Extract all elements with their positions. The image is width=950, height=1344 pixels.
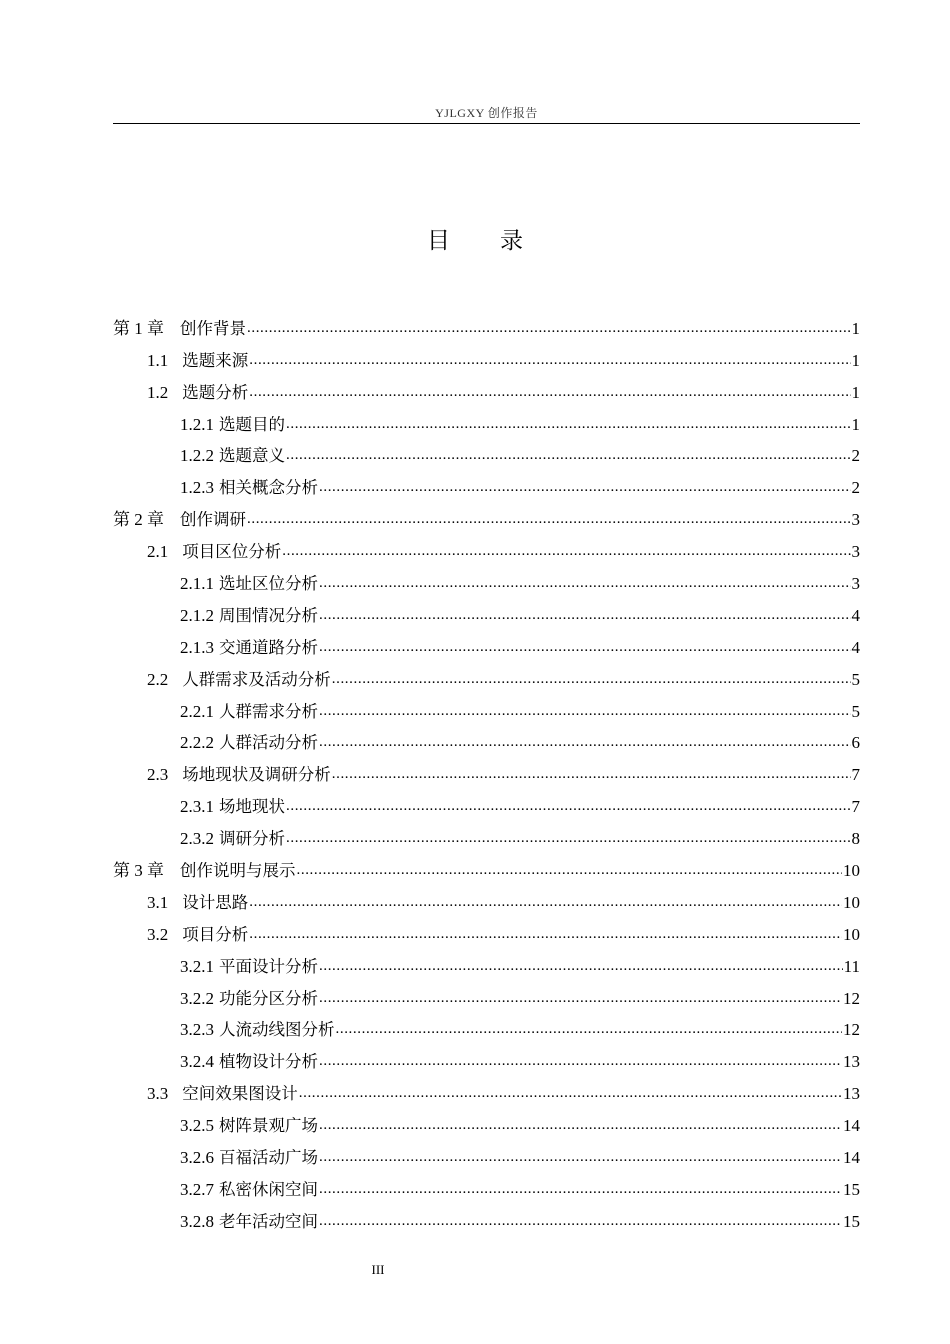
toc-entry-number: 2.3.1 — [180, 797, 214, 817]
toc-entry-number: 1.1 — [147, 350, 169, 370]
toc-entry[interactable] — [113, 850, 860, 882]
toc-entry-title: 植物设计分析 — [219, 1052, 318, 1072]
toc-entry-page: 15 — [843, 1211, 860, 1231]
toc-entry[interactable] — [113, 1073, 860, 1105]
toc-entry-number: 2.1.3 — [180, 637, 214, 657]
toc-entry-title: 创作背景 — [180, 318, 246, 338]
toc-entry-number: 第 2 章 — [113, 510, 164, 530]
toc-entry-title: 选题来源 — [182, 350, 249, 370]
toc-dot-leader — [319, 955, 843, 977]
toc-entry-page: 12 — [843, 1020, 860, 1040]
toc-entry[interactable] — [113, 659, 860, 691]
toc-entry-title: 选题目的 — [219, 414, 285, 434]
toc-entry-title: 周围情况分析 — [219, 605, 318, 625]
toc-entry-title: 创作说明与展示 — [180, 861, 296, 881]
toc-entry[interactable] — [113, 691, 860, 723]
toc-entry[interactable] — [113, 340, 860, 372]
toc-entry-title: 树阵景观广场 — [219, 1116, 318, 1136]
toc-entry-number: 3.2.5 — [180, 1116, 214, 1136]
toc-dot-leader — [319, 1146, 842, 1168]
toc-entry-number: 3.2.7 — [180, 1179, 214, 1199]
toc-dot-leader — [319, 572, 851, 594]
toc-entry-page: 11 — [843, 956, 860, 976]
toc-dot-leader — [286, 795, 851, 817]
toc-entry-page: 4 — [851, 637, 860, 657]
toc-dot-leader — [319, 476, 851, 498]
toc-entry-page: 5 — [851, 669, 860, 689]
toc-dot-leader — [319, 987, 842, 1009]
toc-entry-number: 2.1 — [147, 542, 169, 562]
toc-entry-title: 项目区位分析 — [182, 542, 282, 562]
toc-entry-title: 老年活动空间 — [219, 1211, 318, 1231]
toc-entry-number: 2.2.2 — [180, 733, 214, 753]
toc-entry-page: 8 — [851, 829, 860, 849]
toc-entry[interactable] — [113, 786, 860, 818]
toc-entry-number: 2.1.2 — [180, 605, 214, 625]
toc-dot-leader — [319, 1178, 842, 1200]
table-of-contents — [113, 308, 860, 1233]
toc-entry-number: 3.2.4 — [180, 1052, 214, 1072]
page-number: III — [371, 1262, 385, 1277]
toc-entry-title: 交通道路分析 — [219, 637, 318, 657]
toc-entry-title: 人群需求及活动分析 — [182, 669, 331, 689]
toc-entry-title: 人流动线图分析 — [219, 1020, 335, 1040]
toc-entry-page: 2 — [851, 446, 860, 466]
toc-entry-number: 3.2 — [147, 924, 169, 944]
toc-entry-page: 1 — [851, 382, 860, 402]
toc-entry[interactable] — [113, 882, 860, 914]
toc-dot-leader — [247, 317, 851, 339]
toc-dot-leader — [249, 349, 850, 371]
toc-dot-leader — [319, 700, 851, 722]
toc-entry-page: 10 — [843, 861, 860, 881]
toc-entry-number: 3.2.1 — [180, 956, 214, 976]
toc-entry-page: 3 — [851, 510, 860, 530]
toc-entry-page: 6 — [851, 733, 860, 753]
toc-entry-page: 7 — [851, 765, 860, 785]
toc-entry[interactable] — [113, 914, 860, 946]
toc-entry-number: 2.2 — [147, 669, 169, 689]
toc-dot-leader — [319, 604, 851, 626]
toc-dot-leader — [319, 636, 851, 658]
toc-entry-page: 4 — [851, 605, 860, 625]
toc-entry-title: 人群需求分析 — [219, 701, 318, 721]
toc-entry-number: 第 1 章 — [113, 318, 164, 338]
toc-entry-title: 百福活动广场 — [219, 1148, 318, 1168]
toc-dot-leader — [299, 1082, 842, 1104]
toc-dot-leader — [319, 1210, 842, 1232]
toc-entry-page: 13 — [843, 1052, 860, 1072]
toc-entry-number: 3.2.2 — [180, 988, 214, 1008]
toc-entry-title: 功能分区分析 — [219, 988, 318, 1008]
toc-entry-page: 15 — [843, 1179, 860, 1199]
toc-entry-title: 设计思路 — [182, 892, 249, 912]
toc-entry[interactable] — [113, 627, 860, 659]
toc-entry-page: 3 — [851, 542, 860, 562]
toc-entry[interactable] — [113, 1041, 860, 1073]
running-header: YJLGXY 创作报告 — [435, 106, 538, 120]
toc-entry-page: 12 — [843, 988, 860, 1008]
toc-dot-leader — [286, 827, 851, 849]
toc-entry-title: 相关概念分析 — [219, 478, 318, 498]
toc-entry-number: 3.2.3 — [180, 1020, 214, 1040]
toc-dot-leader — [282, 540, 850, 562]
toc-entry-number: 1.2.2 — [180, 446, 214, 466]
toc-entry[interactable] — [113, 372, 860, 404]
toc-entry-number: 2.2.1 — [180, 701, 214, 721]
toc-entry-page: 10 — [843, 924, 860, 944]
toc-entry-number: 1.2.3 — [180, 478, 214, 498]
toc-entry-page: 1 — [851, 318, 860, 338]
toc-entry[interactable] — [113, 531, 860, 563]
toc-entry-number: 1.2.1 — [180, 414, 214, 434]
toc-entry-title: 场地现状及调研分析 — [182, 765, 331, 785]
toc-entry-page: 1 — [851, 350, 860, 370]
toc-entry[interactable] — [113, 754, 860, 786]
toc-dot-leader — [249, 923, 842, 945]
toc-entry[interactable] — [113, 1010, 860, 1042]
toc-entry-number: 3.2.8 — [180, 1211, 214, 1231]
toc-entry[interactable] — [113, 1105, 860, 1137]
toc-dot-leader — [336, 1018, 843, 1040]
toc-entry[interactable] — [113, 467, 860, 499]
toc-entry-page: 14 — [843, 1148, 860, 1168]
toc-entry-page: 10 — [843, 892, 860, 912]
toc-entry-title: 调研分析 — [219, 829, 285, 849]
toc-entry[interactable] — [113, 818, 860, 850]
toc-entry-title: 项目分析 — [182, 924, 249, 944]
toc-entry[interactable] — [113, 946, 860, 978]
toc-dot-leader — [319, 1050, 842, 1072]
toc-entry[interactable] — [113, 404, 860, 436]
toc-dot-leader — [332, 668, 851, 690]
toc-entry-number: 3.1 — [147, 892, 169, 912]
toc-entry[interactable] — [113, 1169, 860, 1201]
toc-dot-leader — [297, 859, 843, 881]
toc-entry-number: 3.3 — [147, 1084, 169, 1104]
toc-entry-title: 选题意义 — [219, 446, 285, 466]
toc-title: 目录 — [427, 228, 573, 254]
toc-entry-page: 13 — [843, 1084, 860, 1104]
toc-entry-number: 1.2 — [147, 382, 169, 402]
toc-entry-number: 2.1.1 — [180, 574, 214, 594]
toc-entry-title: 平面设计分析 — [219, 956, 318, 976]
toc-entry-title: 空间效果图设计 — [182, 1084, 298, 1104]
toc-dot-leader — [249, 381, 850, 403]
toc-dot-leader — [247, 508, 851, 530]
toc-entry-number: 2.3.2 — [180, 829, 214, 849]
toc-entry-number: 第 3 章 — [113, 861, 164, 881]
toc-entry-title: 选址区位分析 — [219, 574, 318, 594]
toc-entry-number: 3.2.6 — [180, 1148, 214, 1168]
toc-entry[interactable] — [113, 308, 860, 340]
toc-entry-title: 创作调研 — [180, 510, 246, 530]
toc-entry-page: 1 — [851, 414, 860, 434]
toc-entry-page: 5 — [851, 701, 860, 721]
toc-dot-leader — [319, 731, 851, 753]
toc-entry-number: 2.3 — [147, 765, 169, 785]
toc-entry[interactable] — [113, 563, 860, 595]
toc-entry-title: 场地现状 — [219, 797, 285, 817]
toc-entry-title: 选题分析 — [182, 382, 249, 402]
toc-entry-page: 7 — [851, 797, 860, 817]
toc-dot-leader — [286, 444, 851, 466]
toc-entry[interactable] — [113, 723, 860, 755]
toc-entry-page: 14 — [843, 1116, 860, 1136]
toc-entry[interactable] — [113, 499, 860, 531]
toc-entry[interactable] — [113, 1201, 860, 1233]
toc-entry-page: 3 — [851, 574, 860, 594]
toc-entry-title: 私密休闲空间 — [219, 1179, 318, 1199]
toc-entry[interactable] — [113, 595, 860, 627]
toc-entry-title: 人群活动分析 — [219, 733, 318, 753]
header-rule — [113, 123, 860, 124]
toc-dot-leader — [286, 413, 851, 435]
toc-entry[interactable] — [113, 1137, 860, 1169]
toc-entry[interactable] — [113, 436, 860, 468]
toc-dot-leader — [332, 763, 851, 785]
toc-dot-leader — [249, 891, 842, 913]
toc-entry-page: 2 — [851, 478, 860, 498]
toc-dot-leader — [319, 1114, 842, 1136]
toc-entry[interactable] — [113, 978, 860, 1010]
